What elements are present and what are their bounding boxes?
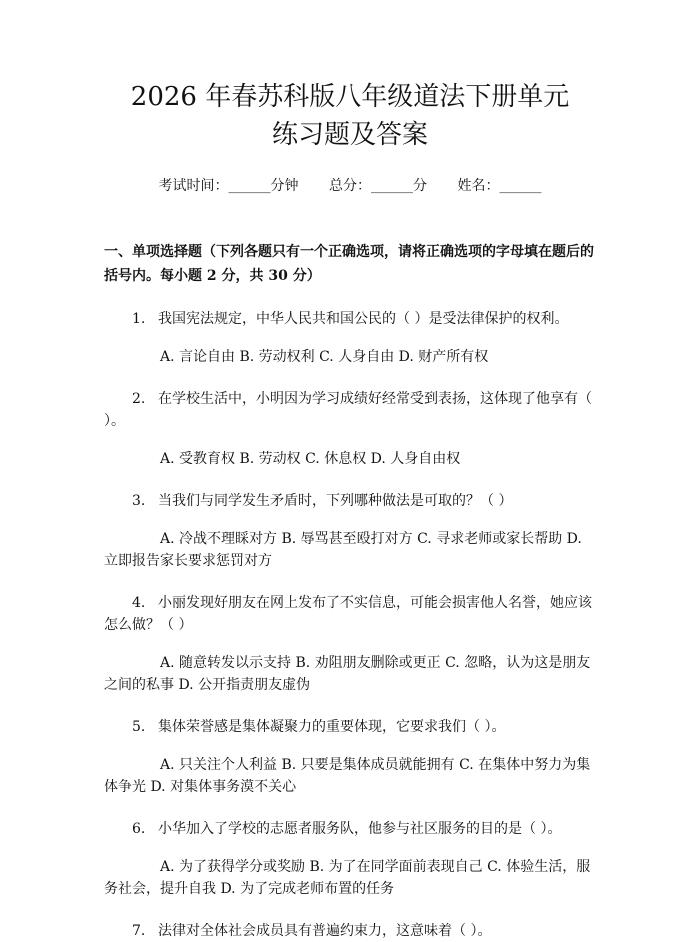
- question-2-stem: [104, 388, 596, 432]
- question-4-options: A. 随意转发以示支持 B. 劝阻朋友删除或更正 C. 忽略，认为这是朋友之间的私事 D. 公开指责朋友虚伪: [104, 655, 591, 693]
- question-text: 小华加入了学校的志愿者服务队，他参与社区服务的目的是（ ）。: [158, 821, 562, 837]
- question-5-stem: [104, 716, 596, 738]
- question-7-stem: [104, 920, 596, 942]
- question-6-options: A. 为了获得学分或奖励 B. 为了在同学面前表现自己 C. 体验生活，服务社会，提升自我 D. 为了完成老师布置的任务: [104, 859, 591, 897]
- question-2-options: A. 受教育权 B. 劳动权 C. 休息权 D. 人身自由权: [160, 451, 461, 467]
- question-list: [104, 308, 596, 942]
- question-number: 1.: [132, 311, 146, 327]
- question-number: 5.: [132, 719, 146, 735]
- section-heading: 一、单项选择题（下列各题只有一个正确选项，请将正确选项的字母填在题后的括号内。每小题 2 分，共 30 分）: [104, 244, 594, 284]
- question-5-options: A. 只关注个人利益 B. 只要是集体成员就能拥有 C. 在集体中努力为集体争光 D. 对集体事务漠不关心: [104, 757, 591, 795]
- question-text: 小丽发现好朋友在网上发布了不实信息，可能会损害他人名誉，她应该怎么做？（ ）: [104, 595, 592, 633]
- question-text: 我国宪法规定，中华人民共和国公民的（ ）是受法律保护的权利。: [158, 311, 569, 327]
- question-number: 2.: [132, 391, 146, 407]
- question-text: 在学校生活中，小明因为学习成绩好经常受到表扬，这体现了他享有（ ）。: [104, 391, 592, 429]
- question-3-options: A. 冷战不理睬对方 B. 辱骂甚至殴打对方 C. 寻求老师或家长帮助 D. 立即报告家长要求惩罚对方: [104, 531, 582, 569]
- exam-time: 考试时间：______分钟: [158, 178, 299, 194]
- document-title: 2026 年春苏科版八年级道法下册单元练习题及答案: [130, 82, 570, 150]
- question-3-stem: [104, 490, 596, 512]
- exam-meta: [104, 176, 596, 196]
- question-1-options: A. 言论自由 B. 劳动权利 C. 人身自由 D. 财产所有权: [160, 349, 489, 365]
- exam-score: 总分：______分: [329, 178, 427, 194]
- question-text: 集体荣誉感是集体凝聚力的重要体现，它要求我们（ ）。: [158, 719, 506, 735]
- question-number: 3.: [132, 493, 146, 509]
- question-text: 当我们与同学发生矛盾时，下列哪种做法是可取的？（ ）: [158, 493, 513, 509]
- question-number: 4.: [132, 595, 146, 611]
- exam-name: 姓名：______: [457, 178, 542, 194]
- question-number: 7.: [132, 923, 146, 939]
- question-6-stem: [104, 818, 596, 840]
- question-4-stem: [104, 592, 596, 636]
- question-text: 法律对全体社会成员具有普遍约束力，这意味着（ ）。: [158, 923, 492, 939]
- question-1-stem: [104, 308, 596, 330]
- question-number: 6.: [132, 821, 146, 837]
